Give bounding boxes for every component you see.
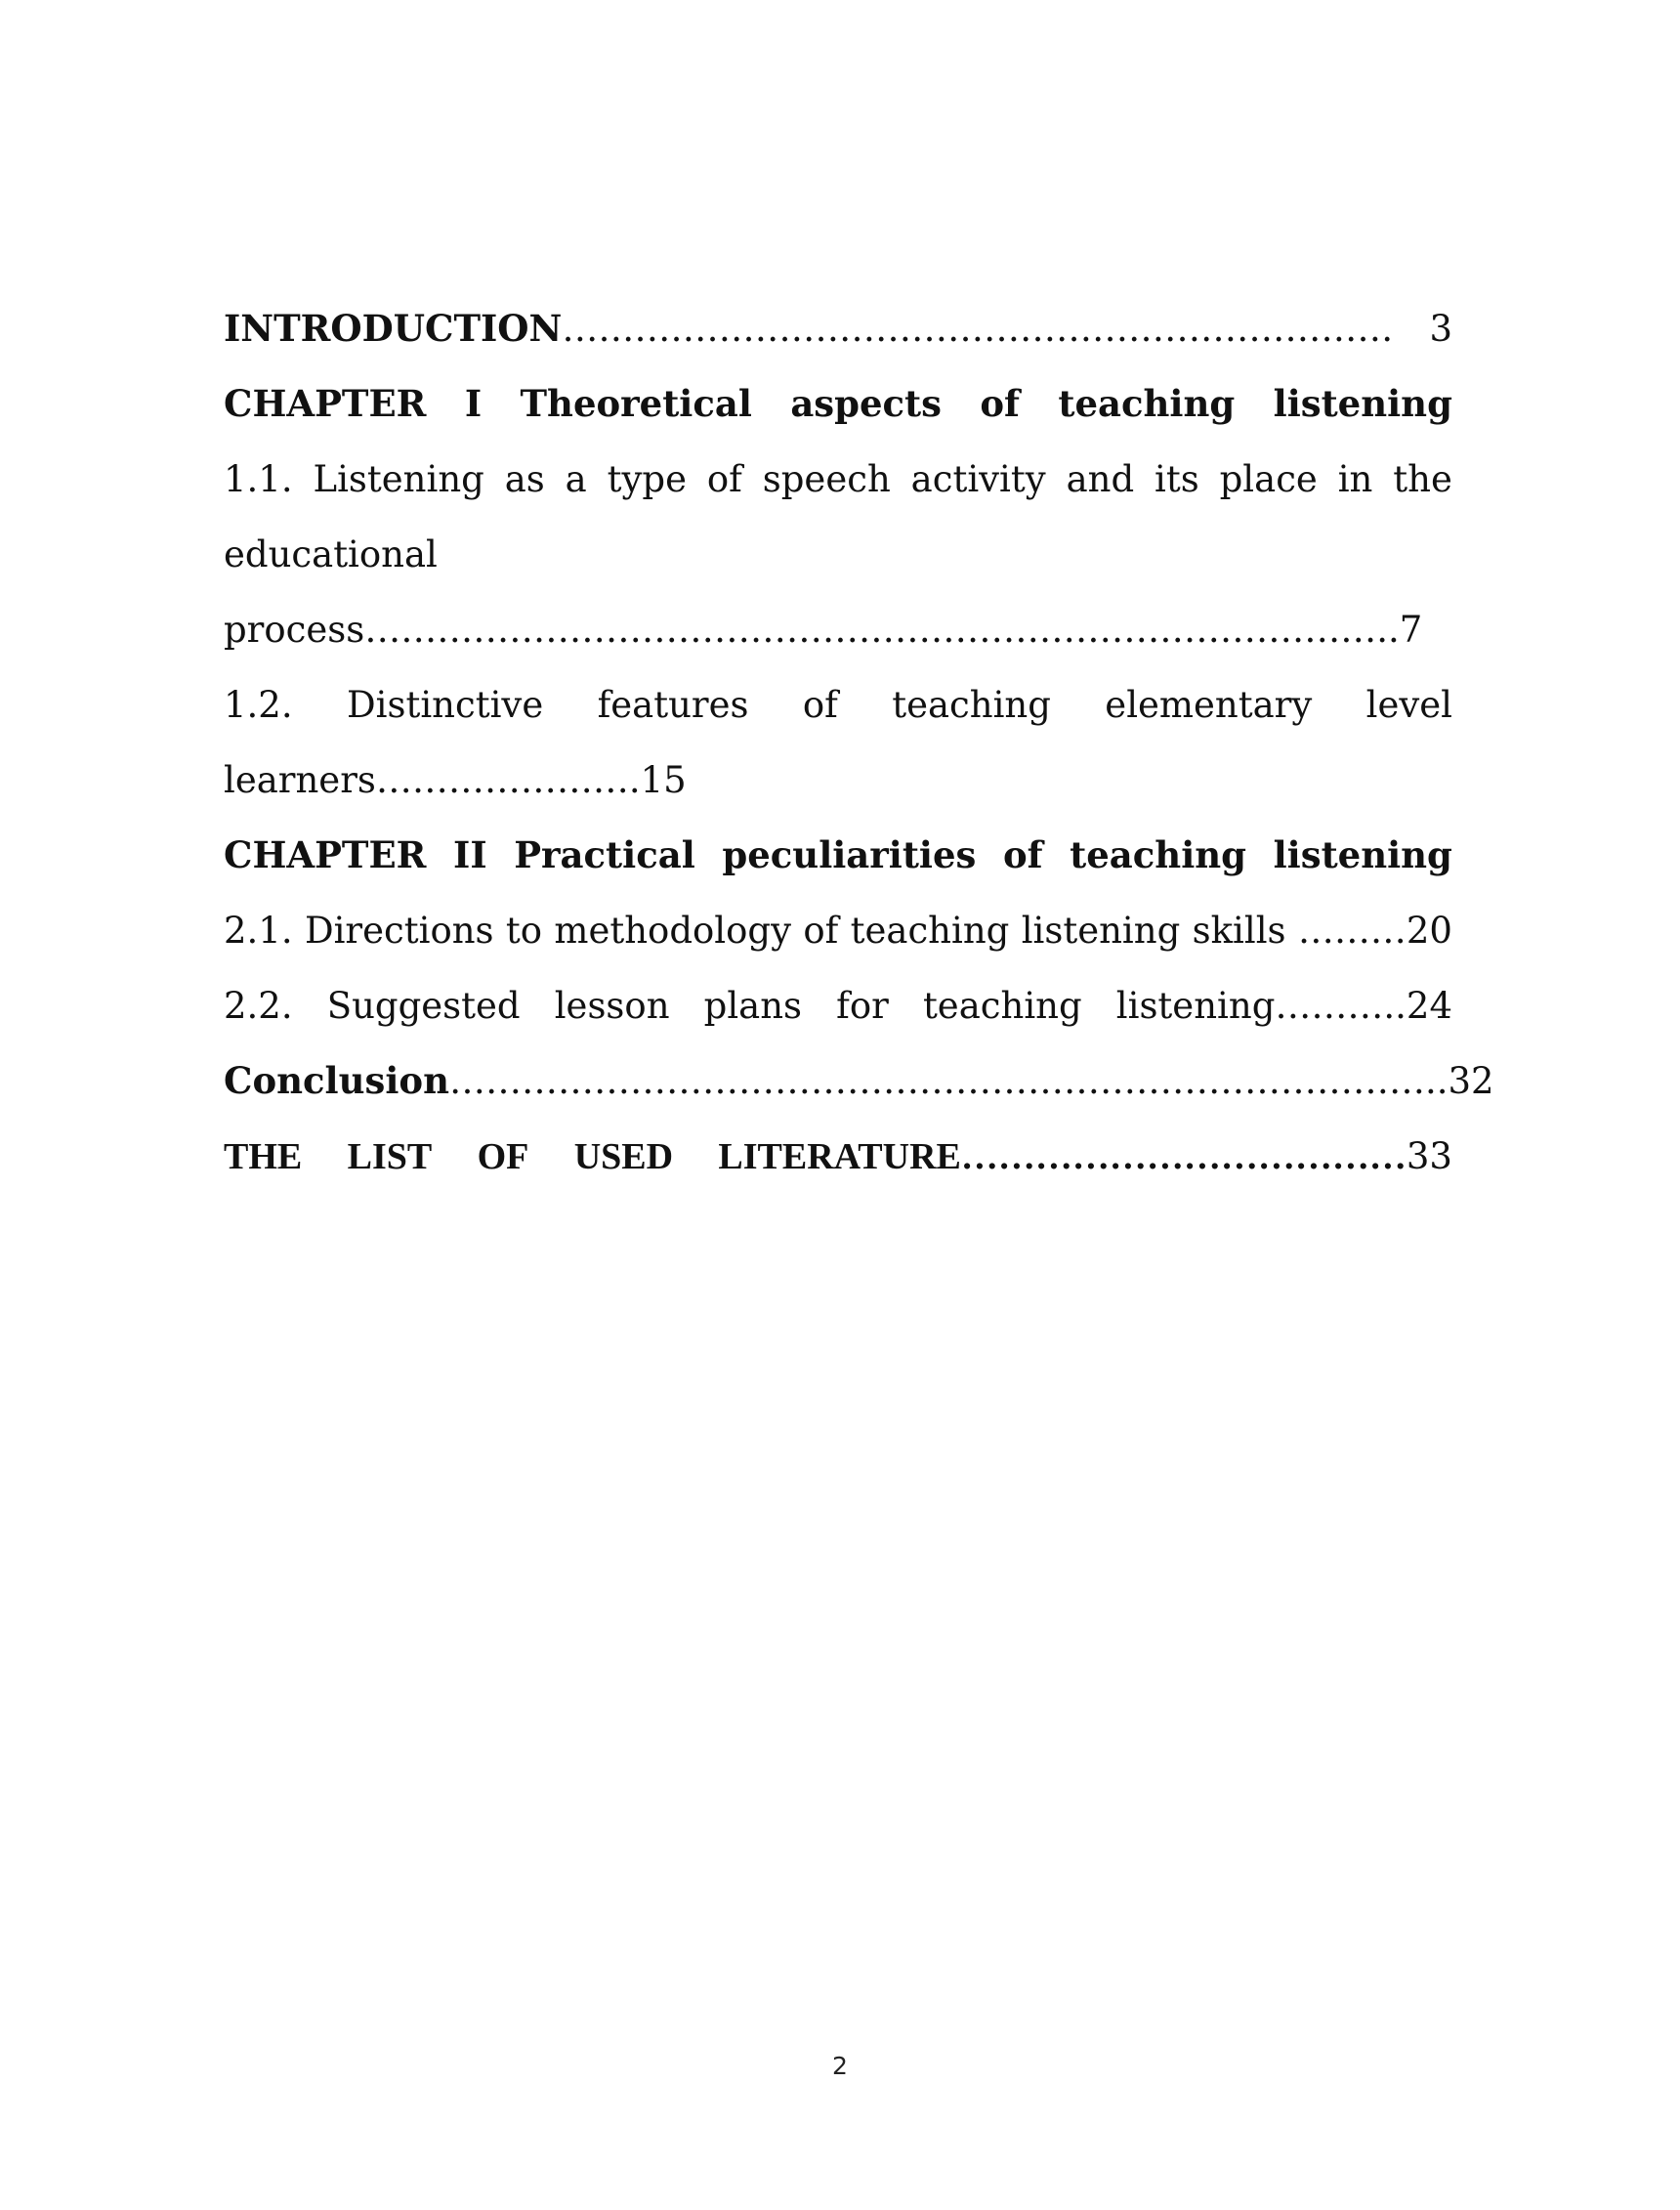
toc-conclusion-page: 32: [1448, 1060, 1494, 1102]
toc-word: for: [836, 985, 889, 1027]
toc-word: plans: [703, 985, 803, 1027]
toc-word: II: [453, 833, 487, 876]
toc-word: teaching: [850, 910, 1010, 952]
toc-word: listening: [1021, 910, 1181, 952]
toc-word: listening: [1273, 382, 1452, 425]
toc-word: ………20: [1297, 910, 1452, 952]
toc-word: Theoretical: [520, 382, 752, 425]
table-of-contents: [224, 291, 1494, 1194]
toc-word: OF: [477, 1136, 529, 1177]
toc-word: 1.2.: [224, 684, 293, 726]
toc-word: teaching: [922, 985, 1082, 1027]
toc-word: methodology: [554, 910, 791, 952]
toc-word: lesson: [554, 985, 670, 1027]
toc-word: level: [1365, 684, 1452, 726]
toc-section-1-2-page-line: learners………………….15: [224, 759, 687, 801]
toc-word: peculiarities: [722, 833, 977, 876]
toc-entry-section-1-2: [224, 667, 1452, 743]
toc-entry-section-1-1: [224, 442, 1452, 517]
toc-word: of: [803, 910, 839, 952]
toc-word: I: [464, 382, 483, 425]
toc-entry-section-2-2: [224, 968, 1452, 1043]
toc-word: aspects: [790, 382, 942, 425]
toc-word: of: [706, 458, 742, 500]
toc-word: teaching: [892, 684, 1051, 726]
toc-word: 2.1.: [224, 910, 293, 952]
toc-word: a: [565, 458, 587, 500]
toc-entry-section-2-1: [224, 893, 1452, 968]
toc-word: of: [802, 684, 838, 726]
toc-word: LITERATURE………………………………: [718, 1136, 1407, 1177]
toc-word: listening………..24: [1115, 985, 1452, 1027]
toc-word: USED: [573, 1136, 674, 1177]
toc-word: CHAPTER: [224, 833, 427, 876]
toc-introduction-label: INTRODUCTION: [224, 307, 563, 350]
toc-word: activity: [910, 458, 1046, 500]
toc-word: THE: [224, 1136, 303, 1177]
toc-literature-last: [718, 1119, 1452, 1195]
toc-section-1-1-page-line: process…………………………………………………………………………..7: [224, 609, 1423, 651]
toc-entry-conclusion: [224, 1043, 1494, 1119]
toc-word: as: [504, 458, 545, 500]
toc-word: elementary: [1105, 684, 1313, 726]
toc-literature-page: 33: [1406, 1135, 1452, 1177]
toc-word: features: [597, 684, 749, 726]
toc-word: and: [1066, 458, 1135, 500]
toc-word: type: [607, 458, 687, 500]
toc-word: the: [1393, 458, 1452, 500]
toc-entry-chapter-1: [224, 366, 1452, 442]
toc-word: LIST: [347, 1136, 433, 1177]
toc-word: Distinctive: [346, 684, 544, 726]
toc-section-1-1-continuation: educational: [224, 533, 438, 575]
page-number: 2: [832, 2052, 848, 2080]
toc-introduction-leader: ……………………………………………………………: [562, 308, 1394, 350]
toc-conclusion-leader: ………………………………………………………………………..: [448, 1060, 1449, 1102]
toc-word: CHAPTER: [224, 382, 427, 425]
toc-conclusion-label: Conclusion: [224, 1059, 449, 1102]
toc-entry-introduction: [224, 291, 1452, 366]
toc-word: skills: [1192, 910, 1286, 952]
toc-word: listening: [1273, 833, 1452, 876]
toc-word: 2.2.: [224, 985, 293, 1027]
toc-word: of: [980, 382, 1020, 425]
toc-word: speech: [762, 458, 891, 500]
toc-entry-chapter-2: [224, 818, 1452, 893]
toc-word: teaching: [1058, 382, 1236, 425]
toc-word: its: [1155, 458, 1199, 500]
toc-word: Listening: [313, 458, 484, 500]
toc-word: Directions: [304, 910, 494, 952]
toc-introduction-page: 3: [1429, 308, 1452, 350]
toc-word: of: [1002, 833, 1043, 876]
toc-word: to: [505, 910, 543, 952]
toc-word: Suggested: [326, 985, 521, 1027]
toc-word: 1.1.: [224, 458, 293, 500]
toc-word: teaching: [1070, 833, 1247, 876]
toc-word: Practical: [514, 833, 695, 876]
toc-word: in: [1337, 458, 1373, 500]
toc-entry-literature: [224, 1119, 1452, 1194]
toc-word: place: [1219, 458, 1318, 500]
toc-introduction-text: [224, 291, 1393, 366]
